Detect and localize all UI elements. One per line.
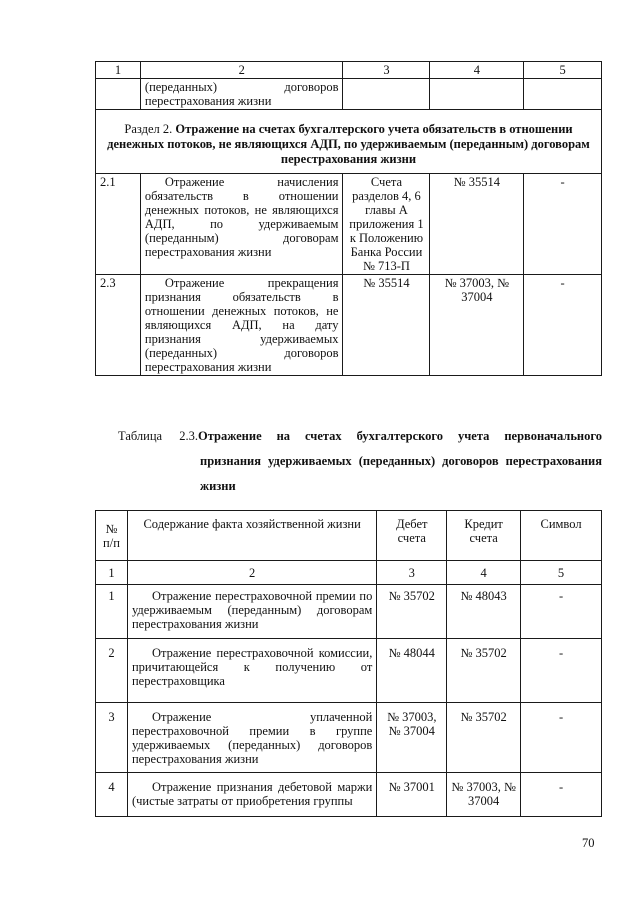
row-number: 4 (96, 773, 128, 817)
row-number: 2.1 (96, 174, 141, 275)
col-index-1: 1 (96, 62, 141, 79)
row-content: Отражение признания дебетовой маржи (чистые затраты от приобретения группы (127, 773, 376, 817)
row-content: Отражение перестраховочной комиссии, причитающейся к получению от перестраховщика (127, 639, 376, 703)
row-content: Отражение уплаченной перестраховочной премии в группе удерживаемых (переданных) договоров перестрахования жизни (127, 703, 376, 773)
row-credit: № 35514 (430, 174, 524, 275)
row-debit: № 35514 (343, 275, 430, 376)
row-symbol: - (524, 174, 602, 275)
row-debit: № 48044 (377, 639, 447, 703)
page-number: 70 (582, 836, 595, 850)
row-debit: № 37001 (377, 773, 447, 817)
caption-title-line-2: признания удерживаемых (переданных) договоров перестрахования (200, 454, 602, 468)
col-index-3: 3 (377, 561, 447, 585)
row-content: Отражение перестраховочной премии по удерживаемым (переданным) договорам перестрахования жизни (127, 585, 376, 639)
row-symbol: - (521, 703, 602, 773)
row-number (96, 79, 141, 110)
column-index-row (96, 561, 602, 585)
row-credit: № 35702 (447, 703, 521, 773)
row-credit: № 37003, № 37004 (447, 773, 521, 817)
row-number: 2 (96, 639, 128, 703)
col-index-2: 2 (127, 561, 376, 585)
caption-label: Таблица 2.3. (118, 429, 198, 443)
header-debit: Дебет счета (377, 511, 447, 561)
caption-title-line-3: жизни (200, 479, 236, 493)
table-row (96, 703, 602, 773)
table-row (96, 639, 602, 703)
col-index-1: 1 (96, 561, 128, 585)
section-title-text: Отражение на счетах бухгалтерского учета обязательств в отношении денежных потоков, не являющихся АДП, по удерживаемым (переданным) договорам перестрахования жизни (107, 122, 590, 166)
col-index-3: 3 (343, 62, 430, 79)
header-row (96, 511, 602, 561)
col-index-4: 4 (430, 62, 524, 79)
caption-title-line-1: Отражение на счетах бухгалтерского учета первоначального (198, 429, 602, 443)
col-index-5: 5 (521, 561, 602, 585)
row-content: (переданных) договоров перестрахования жизни (140, 79, 343, 110)
row-symbol: - (524, 275, 602, 376)
row-symbol: - (521, 773, 602, 817)
header-num: № п/п (96, 511, 128, 561)
table-row (96, 773, 602, 817)
caption-line-1 (118, 424, 602, 449)
row-debit: № 35702 (377, 585, 447, 639)
row-credit: № 48043 (447, 585, 521, 639)
row-content: Отражение начисления обязательств в отношении денежных потоков, не являющихся АДП, по удерживаемым (переданным) договорам перестрахования жизни (140, 174, 343, 275)
row-number: 2.3 (96, 275, 141, 376)
section-title-row (96, 110, 602, 174)
row-debit: № 37003, № 37004 (377, 703, 447, 773)
table-caption (118, 424, 602, 499)
table-row (96, 79, 602, 110)
col-index-5: 5 (524, 62, 602, 79)
row-credit: № 37003, № 37004 (430, 275, 524, 376)
accounting-table-2-3 (95, 510, 602, 817)
table-row (96, 275, 602, 376)
table-row (96, 585, 602, 639)
header-credit: Кредит счета (447, 511, 521, 561)
row-credit (430, 79, 524, 110)
header-content: Содержание факта хозяйственной жизни (127, 511, 376, 561)
row-symbol: - (521, 639, 602, 703)
row-number: 1 (96, 585, 128, 639)
row-credit: № 35702 (447, 639, 521, 703)
row-symbol: - (521, 585, 602, 639)
header-symbol: Символ (521, 511, 602, 561)
row-debit: Счета разделов 4, 6 главы А приложения 1 к Положению Банка России № 713-П (343, 174, 430, 275)
accounting-table-section-2 (95, 61, 602, 376)
row-content: Отражение прекращения признания обязательств в отношении денежных потоков, не являющихся АДП, на дату признания удерживаемых (переданных) договоров перестрахования жизни (140, 275, 343, 376)
col-index-2: 2 (140, 62, 343, 79)
row-number: 3 (96, 703, 128, 773)
section-title-prefix: Раздел 2. (124, 122, 173, 136)
row-symbol (524, 79, 602, 110)
column-index-row (96, 62, 602, 79)
row-debit (343, 79, 430, 110)
section-title (96, 110, 602, 174)
table-row (96, 174, 602, 275)
col-index-4: 4 (447, 561, 521, 585)
